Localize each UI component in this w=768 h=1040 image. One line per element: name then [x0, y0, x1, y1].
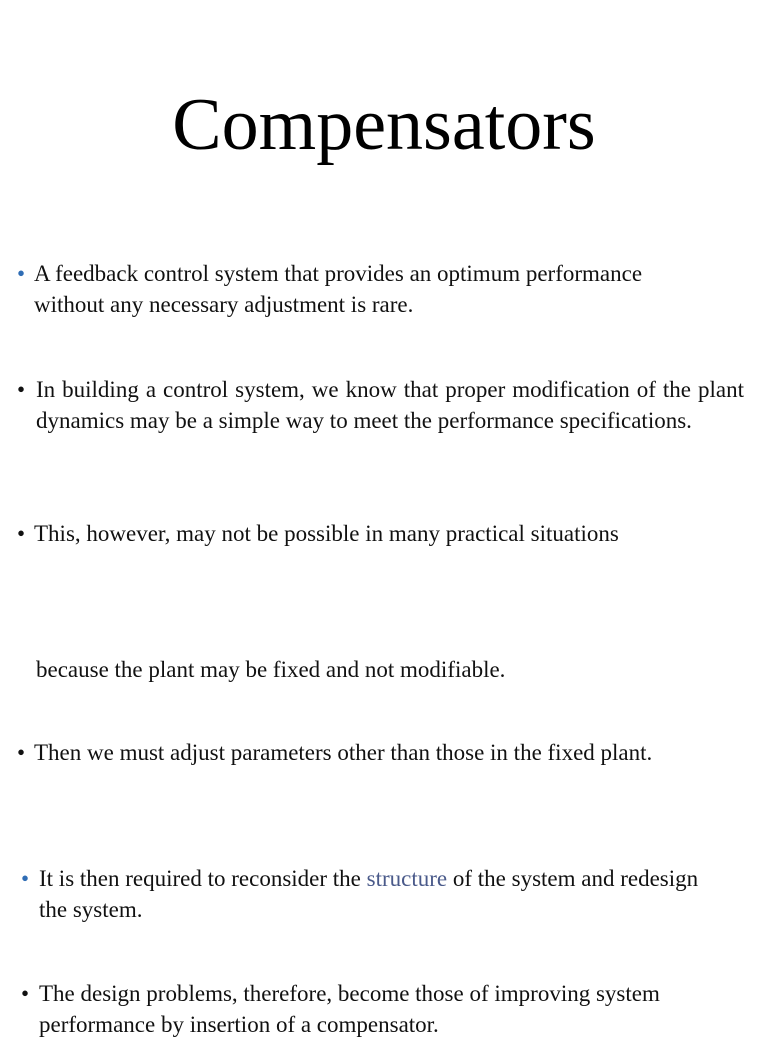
bullet-item-reconsider-structure: [21, 863, 701, 925]
bullet-marker: •: [21, 981, 30, 1006]
bullet-text: [21, 863, 701, 925]
bullet-text: This, however, may not be possible in many practical situations: [34, 521, 619, 546]
bullet-marker: •: [17, 261, 26, 286]
continuation-text: because the plant may be fixed and not modifiable.: [36, 657, 506, 682]
bullet-marker: •: [17, 740, 26, 765]
bullet-marker: •: [17, 377, 26, 402]
bullet-text: The design problems, therefore, become those of improving system performance by insertion of a compensator.: [39, 981, 660, 1037]
bullet-item-adjust-parameters: [17, 737, 744, 768]
bullet-item-not-possible: [17, 518, 744, 549]
bullet-item-feedback-rare: [17, 258, 717, 320]
bullet-text-before: It is then required to reconsider the: [39, 866, 367, 891]
page-title: Compensators: [172, 84, 596, 166]
bullet-text: In building a control system, we know that proper modification of the plant dynamics may be a simple way to meet the performance specifications.: [36, 377, 744, 433]
bullet-text: Then we must adjust parameters other than those in the fixed plant.: [34, 740, 653, 765]
bullet-item-plant-dynamics: [17, 374, 744, 436]
bullet-marker: •: [21, 866, 30, 891]
bullet-text: A feedback control system that provides an optimum performance without any necessary adjustment is rare.: [34, 261, 643, 317]
bullet-text-after: of the system and redesign the system.: [39, 866, 699, 922]
bullet-marker: •: [17, 521, 26, 546]
structure-link[interactable]: structure: [366, 866, 448, 891]
continuation-plant-fixed: [36, 654, 736, 685]
bullet-item-design-problems: [21, 978, 741, 1040]
